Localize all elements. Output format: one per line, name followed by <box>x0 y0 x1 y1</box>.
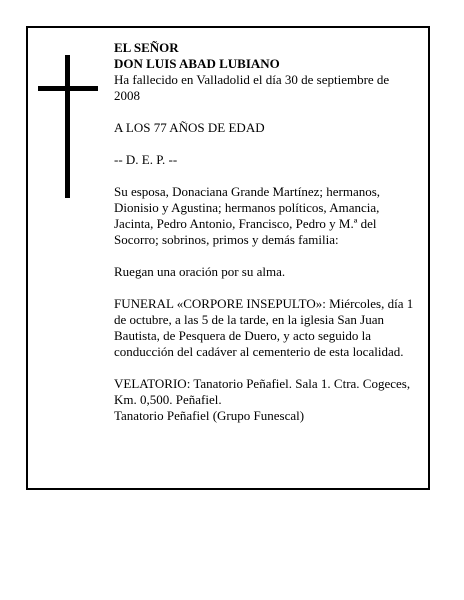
prayer-line: Ruegan una oración por su alma. <box>114 264 286 279</box>
funeral-home-line: Tanatorio Peñafiel (Grupo Funescal) <box>114 408 305 423</box>
wake-paragraph: VELATORIO: Tanatorio Peñafiel. Sala 1. Ctra. Cogeces, Km. 0,500. Peñafiel. <box>114 376 411 407</box>
notice-text <box>114 40 414 424</box>
death-statement: Ha fallecido en Valladolid el día 30 de septiembre de 2008 <box>114 72 390 103</box>
deceased-name: DON LUIS ABAD LUBIANO <box>114 56 280 71</box>
age-line: A LOS 77 AÑOS DE EDAD <box>114 120 265 135</box>
funeral-paragraph: FUNERAL «CORPORE INSEPULTO»: Miércoles, día 1 de octubre, a las 5 de la tarde, en la iglesia San Juan Bautista, de Pesquera de Duero, y acto seguido la conducción del cadáver al cementerio de esta localidad. <box>114 296 414 359</box>
family-paragraph: Su esposa, Donaciana Grande Martínez; hermanos, Dionisio y Agustina; hermanos políticos, Amancia, Jacinta, Pedro Antonio, Francisco, Pedro y M.ª del Socorro; sobrinos, primos y demás familia: <box>114 184 381 247</box>
cross-horizontal-bar <box>38 86 98 91</box>
title-line-1: EL SEÑOR <box>114 40 179 55</box>
dep-line: -- D. E. P. -- <box>114 152 178 167</box>
obituary-notice <box>26 26 430 490</box>
cross-vertical-bar <box>65 55 70 198</box>
cross-icon <box>38 55 98 198</box>
